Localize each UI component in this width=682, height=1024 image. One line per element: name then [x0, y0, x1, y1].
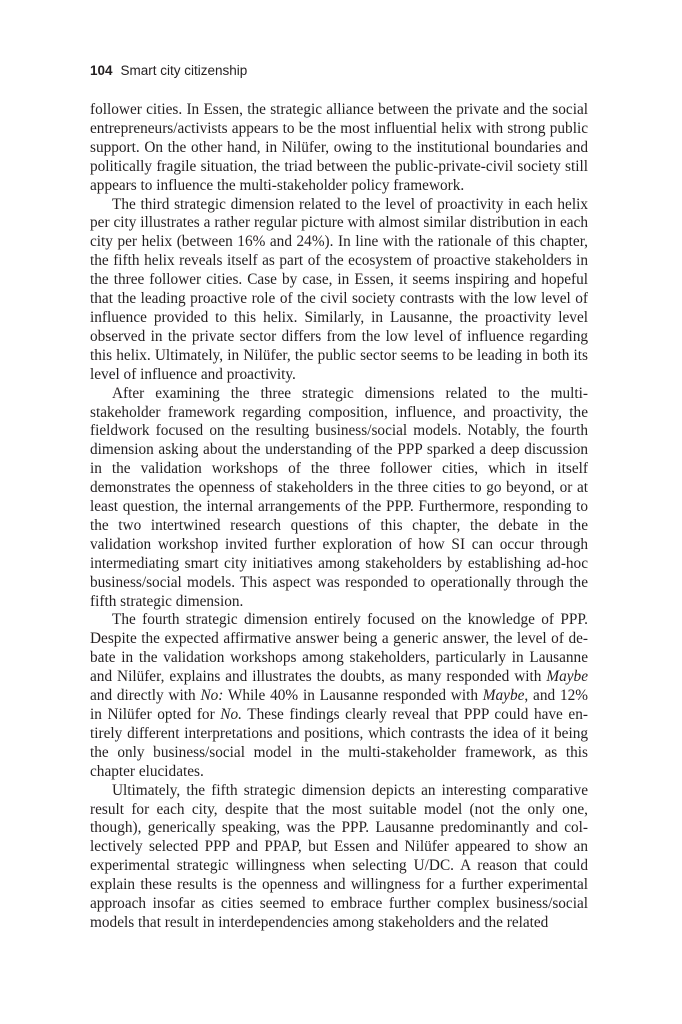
paragraph-3: After examining the three strategic dimensions related to the multi-stakeholder framework regarding composition, influence, and proactivity, the fieldwork focused on the resulting business/social models. Notably, the fourth dimension asking about the understanding of the PPP sparked a deep discussion in the validation workshops of the three follower cities, which in itself demonstrates the openness of stakeholders in the three cities to go beyond, or at least question, the internal arrangements of the PPP. Furthermore, responding to the two intertwined research questions of this chapter, the debate in the validation workshop invited further exploration of how SI can occur through intermediating smart city initiatives among stakeholders by establishing ad-hoc business/social models. This aspect was responded to operationally through the fifth strategic dimension.	[90, 384, 588, 610]
body-text	[90, 101, 588, 933]
emphasis-no-1: No:	[200, 687, 224, 705]
paragraph-4-text-3: While 40% in Lausanne responded with	[223, 687, 483, 705]
emphasis-maybe-2: Maybe	[482, 687, 525, 705]
emphasis-maybe-1: Maybe	[546, 668, 588, 686]
paragraph-4-text-2: and directly with	[90, 687, 201, 705]
paragraph-1: follower cities. In Essen, the strategic alliance between the private and the social entrepreneurs/activists appears to be the most influential helix with strong public support. On the other hand, in Nilüfer, owing to the institutional boundaries and politically fragile situation, the triad between the public-private-civil society still appears to influence the multi-stakeholder policy framework.	[90, 101, 588, 194]
paragraph-4	[90, 611, 588, 781]
emphasis-no-2: No.	[220, 706, 242, 723]
paragraph-5: Ultimately, the fifth strategic dimension depicts an interesting comparative result for each city, despite that the most suitable model (not the only one, though), generically speaking, was the PPP. Lausanne predominantly and collectively selected PPP and PPAP, but Essen and Nilüfer appeared to show an experimental strategic willingness when selecting U/DC. A reason that could explain these results is the openness and willingness for a further experimental approach insofar as cities seemed to embrace further complex business/social models that result in interdependencies among stakeholders and the related	[90, 781, 588, 931]
paragraph-4-text-4: , and 12% in Nilüfer opted for	[90, 687, 588, 723]
paragraph-2: The third strategic dimension related to the level of proactivity in each helix per city illustrates a rather regular picture with almost similar distribution in each city per helix (between 16% and 24%). In line with the rationale of this chapter, the fifth helix reveals itself as part of the ecosystem of proactive stakeholders in the three follower cities. Case by case, in Essen, it seems inspiring and hopeful that the leading proactive role of the civil society contrasts with the low level of influence provided to this helix. Similarly, in Lausanne, the proactivity level observed in the private sector differs from the low level of influence regarding this helix. Ultimately, in Nilüfer, the public sector seems to be leading in both its level of influence and proactivity.	[90, 195, 588, 383]
running-header	[90, 63, 247, 78]
page-number: 104	[90, 63, 113, 78]
running-title: Smart city citizenship	[120, 63, 248, 78]
paragraph-4-text-1: The fourth strategic dimension entirely focused on the knowledge of PPP. Despite the expected affirmative answer being a generic answer, the level of debate in the validation workshops among stakeholders, particularly in Lausanne and Nilüfer, explains and illustrates the doubts, as many responded with	[90, 611, 588, 686]
paragraph-4-text-5: These findings clearly reveal that PPP could have entirely different interpretations and positions, which contrasts the idea of it being the only business/social model in the multi-stakeholder framework, as this chapter elucidates.	[90, 706, 588, 780]
